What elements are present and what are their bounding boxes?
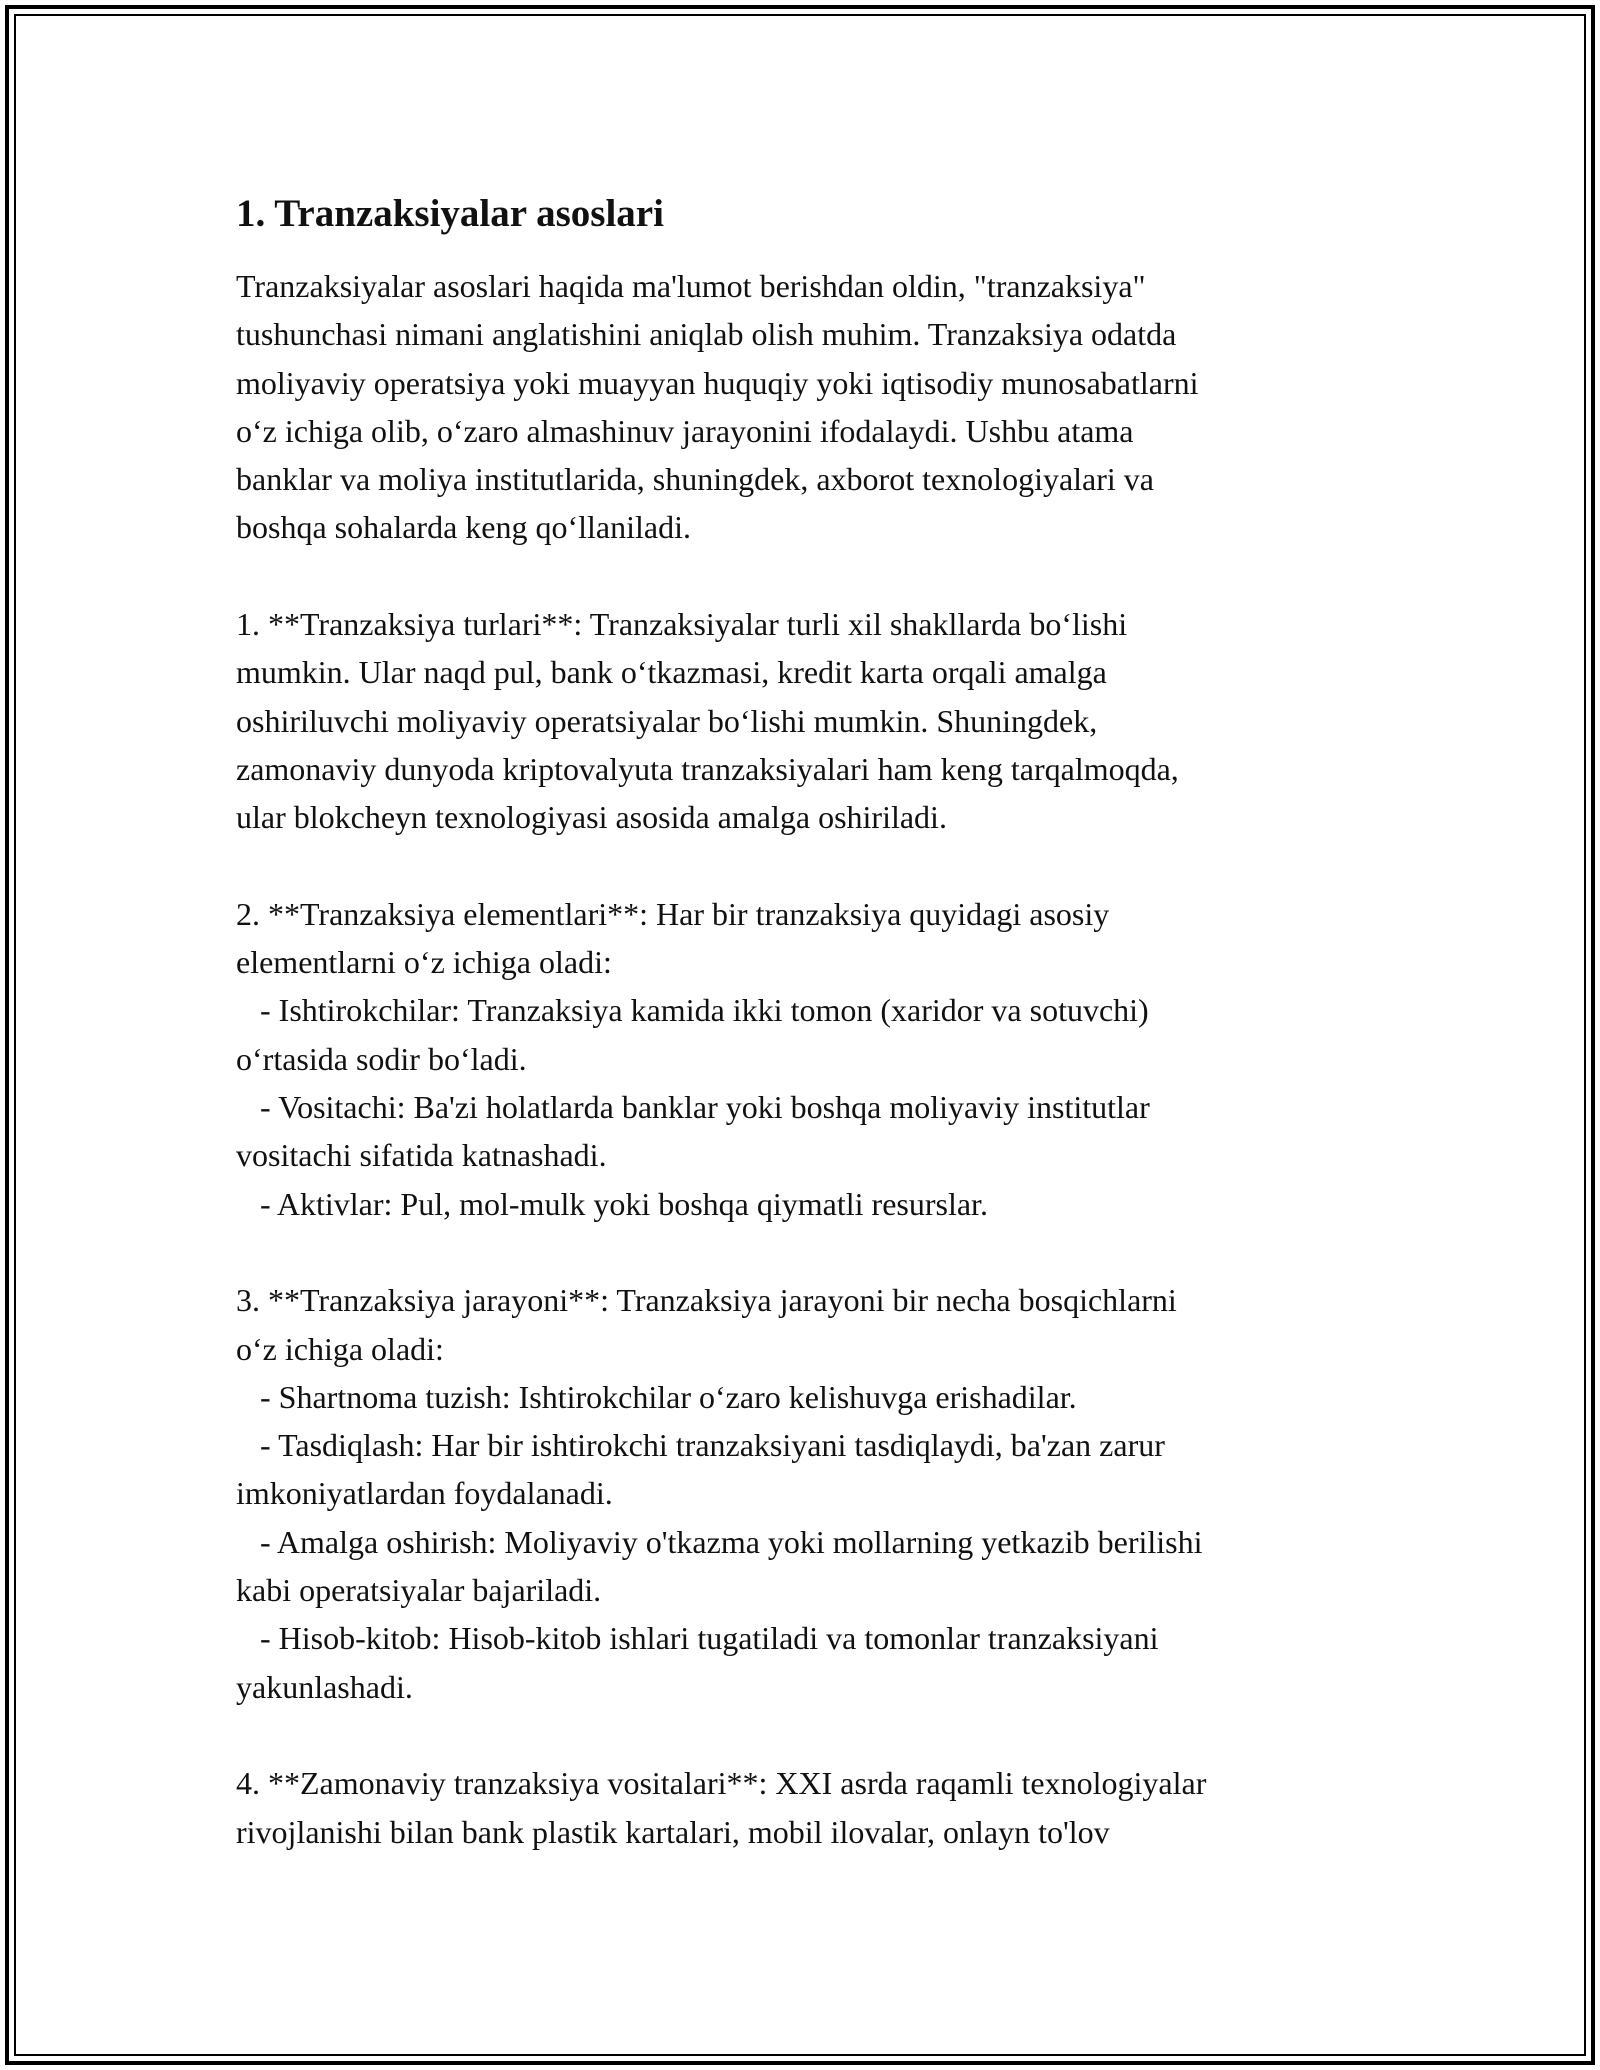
paragraph-transaction-types: 1. **Tranzaksiya turlari**: Tranzaksiyalar turli xil shakllarda boʻlishi mumkin. Ular naqd pul, bank oʻtkazmasi, kredit karta orqali amalga oshiriluvchi moliyaviy operatsiyalar boʻlishi mumkin. Shuningdek, zamonaviy dunyoda kriptovalyuta tranzaksiyalari ham keng tarqalmoqda, ular blokcheyn texnologiyasi asosida amalga oshiriladi. (236, 606, 1179, 836)
paragraph-spacer (236, 552, 1376, 600)
intro-paragraph: Tranzaksiyalar asoslari haqida ma'lumot berishdan oldin, "tranzaksiya" tushunchasi nimani anglatishini aniqlab olish muhim. Tranzaksiya odatda moliyaviy operatsiya yoki muayyan huquqiy yoki iqtisodiy munosabatlarni oʻz ichiga olib, oʻzaro almashinuv jarayonini ifodalaydi. Ushbu atama banklar va moliya institutlarida, shuningdek, axborot texnologiyalari va boshqa sohalarda keng qoʻllaniladi. (236, 268, 1199, 546)
paragraph-spacer (236, 842, 1376, 890)
section-heading: 1. Tranzaksiyalar asoslari (236, 192, 664, 235)
paragraph-modern-tools: 4. **Zamonaviy tranzaksiya vositalari**: XXI asrda raqamli texnologiyalar rivojlanishi bilan bank plastik kartalari, mobil ilovalar, onlayn to'lov (236, 1765, 1207, 1850)
paragraph-transaction-elements: 2. **Tranzaksiya elementlari**: Har bir tranzaksiya quyidagi asosiy elementlarni oʻz ichiga oladi: - Ishtirokchilar: Tranzaksiya kamida ikki tomon (xaridor va sotuvchi) oʻrtasida sodir boʻladi. - Vositachi: Ba'zi holatlarda banklar yoki boshqa moliyaviy institutlar vositachi sifatida katnashadi. - Aktivlar: Pul, mol-mulk yoki boshqa qiymatli resurslar. (236, 895, 1150, 1222)
paragraph-spacer (236, 1711, 1376, 1759)
paragraph-spacer (236, 1228, 1376, 1276)
document-body (236, 190, 1376, 1856)
paragraph-transaction-process: 3. **Tranzaksiya jarayoni**: Tranzaksiya jarayoni bir necha bosqichlarni oʻz ichiga oladi: - Shartnoma tuzish: Ishtirokchilar oʻzaro kelishuvga erishadilar. - Tasdiqlash: Har bir ishtirokchi tranzaksiyani tasdiqlaydi, ba'zan zarur imkoniyatlardan foydalanadi. - Amalga oshirish: Moliyaviy o'tkazma yoki mollarning yetkazib berilishi kabi operatsiyalar bajariladi. - Hisob-kitob: Hisob-kitob ishlari tugatiladi va tomonlar tranzaksiyani yakunlashadi. (236, 1282, 1203, 1705)
